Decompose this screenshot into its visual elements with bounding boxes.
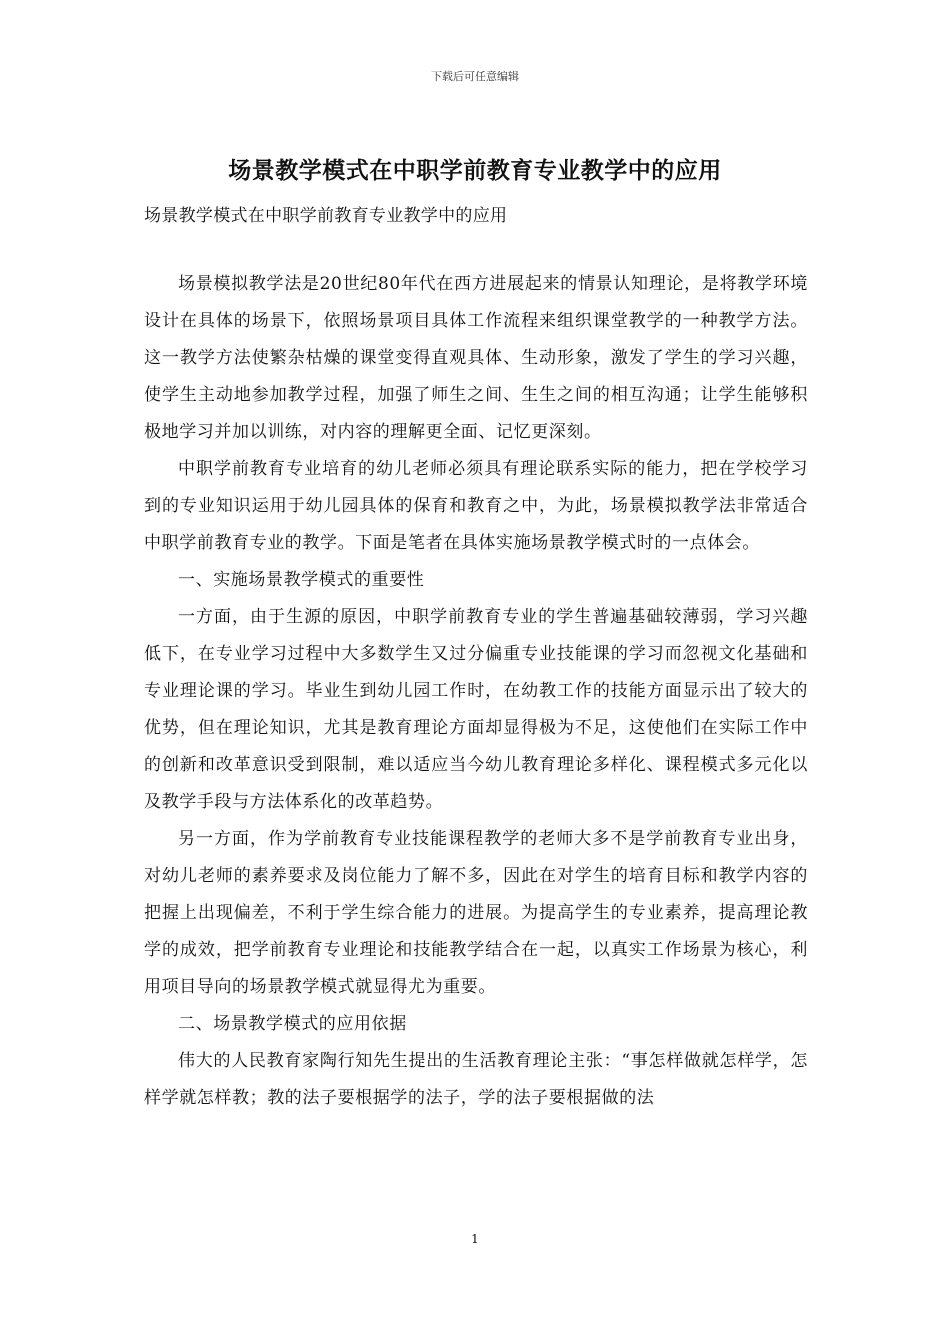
header-note: 下载后可任意编辑 <box>431 70 519 83</box>
document-title: 场景教学模式在中职学前教育专业教学中的应用 <box>228 157 722 184</box>
paragraph-teachers: 另一方面，作为学前教育专业技能课程教学的老师大多不是学前教育专业出身，对幼儿老师的素养要求及岗位能力了解不多，因此在对学生的培育目标和教学内容的把握上出现偏差，不利于学生综合能力的进展。为提高学生的专业素养，提高理论教学的成效，把学前教育专业理论和技能教学结合在一起，以真实工作场景为核心，利用项目导向的场景教学模式就显得尤为重要。 <box>144 829 808 997</box>
paragraph-tao-xingzhi: 伟大的人民教育家陶行知先生提出的生活教育理论主张：“事怎样做就怎样学，怎样学就怎样教；教的法子要根据学的法子，学的法子要根据做的法 <box>144 1051 808 1108</box>
paragraph-students: 一方面，由于生源的原因，中职学前教育专业的学生普遍基础较薄弱，学习兴趣低下，在专业学习过程中大多数学生又过分偏重专业技能课的学习而忽视文化基础和专业理论课的学习。毕业生到幼儿园工作时，在幼教工作的技能方面显示出了较大的优势，但在理论知识，尤其是教育理论方面却显得极为不足，这使他们在实际工作中的创新和改革意识受到限制，难以适应当今幼儿教育理论多样化、课程模式多元化以及教学手段与方法体系化的改革趋势。 <box>144 607 808 812</box>
section-heading-basis: 二、场景教学模式的应用依据 <box>178 1014 407 1034</box>
paragraph-intro: 场景模拟教学法是20世纪80年代在西方进展起来的情景认知理论，是将教学环境设计在具体的场景下，依照场景项目具体工作流程来组织课堂教学的一种教学方法。这一教学方法使繁杂枯燥的课堂变得直观具体、生动形象，激发了学生的学习兴趣，使学生主动地参加教学过程，加强了师生之间、生生之间的相互沟通；让学生能够积极地学习并加以训练，对内容的理解更全面、记忆更深刻。 <box>144 274 808 442</box>
paragraph-suitability: 中职学前教育专业培育的幼儿老师必须具有理论联系实际的能力，把在学校学习到的专业知识运用于幼儿园具体的保育和教育之中，为此，场景模拟教学法非常适合中职学前教育专业的教学。下面是笔者在具体实施场景教学模式时的一点体会。 <box>144 459 808 553</box>
page-number: 1 <box>471 1232 479 1246</box>
document-subtitle: 场景教学模式在中职学前教育专业教学中的应用 <box>144 206 508 226</box>
document-body <box>144 266 808 1117</box>
section-heading-importance: 一、实施场景教学模式的重要性 <box>178 570 425 590</box>
